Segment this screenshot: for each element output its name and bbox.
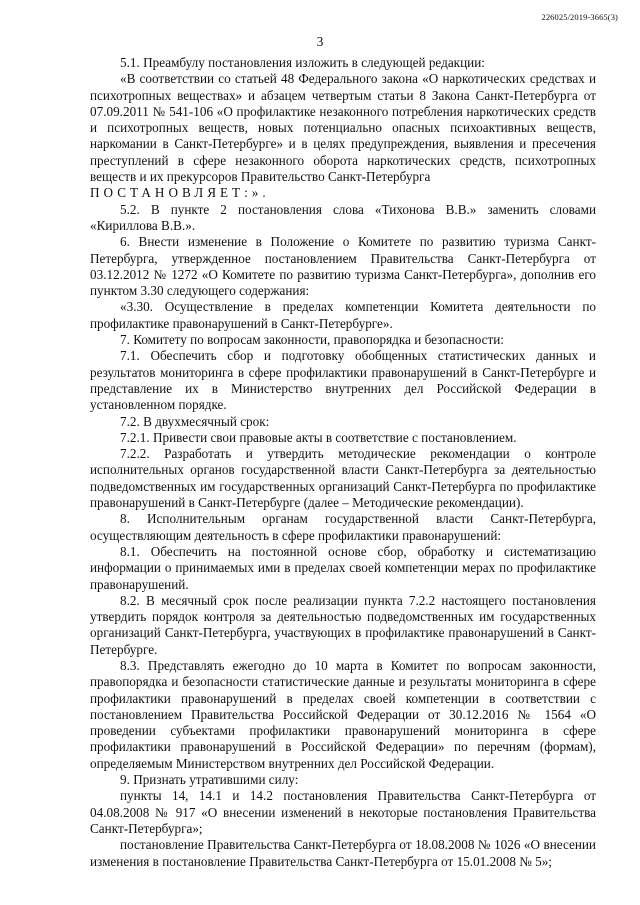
paragraph-9-item-2: постановление Правительства Санкт-Петербурга от 18.08.2008 № 1026 «О внесении изменения в постановление Правительства Санкт-Петербурга от 15.01.2008 № 5»; xyxy=(90,837,596,869)
paragraph-preamble: «В соответствии со статьей 48 Федерального закона «О наркотических средствах и психотропных веществах» и абзацем четвертым статьи 8 Закона Санкт-Петербурга от 07.09.2011 № 541-106 «О профилактике незаконного потребления наркотических средств и психотропных веществ, новых потенциально опасных психоактивных веществ, наркомании в Санкт-Петербурге» и в целях предупреждения, выявления и пресечения преступлений в сфере незаконного оборота наркотических средств, психотропных веществ и их прекурсоров Правительство Санкт-Петербурга xyxy=(90,71,596,185)
paragraph-3-30: «3.30. Осуществление в пределах компетенции Комитета деятельности по профилактике правонарушений в Санкт-Петербурге». xyxy=(90,299,596,331)
document-id: 226025/2019-3665(3) xyxy=(541,12,618,22)
paragraph-9: 9. Признать утратившими силу: xyxy=(120,772,299,788)
paragraph-8-2: 8.2. В месячный срок после реализации пункта 7.2.2 настоящего постановления утвердить порядок контроля за деятельностью подведомственных им государственных организаций Санкт-Петербурга, участвующих в профилактике правонарушений в Санкт-Петербурге. xyxy=(90,592,596,657)
paragraph-7-2-1: 7.2.1. Привести свои правовые акты в соответствие с постановлением. xyxy=(120,429,517,445)
paragraph-8: 8. Исполнительным органам государственной власти Санкт-Петербурга, осуществляющим деятельность в сфере профилактики правонарушений: xyxy=(90,511,596,543)
paragraph-8-3: 8.3. Представлять ежегодно до 10 марта в Комитет по вопросам законности, правопорядка и безопасности статистические данные и результаты мониторинга в сфере профилактики правонарушений в пределах своей компетенции в соответствии с постановлением Правительства Российской Федерации от 30.12.2016 № 1564 «О проведении субъектами профилактики правонарушений мониторинга в сфере профилактики правонарушений в Российской Федерации» по перечням (формам), определяемым Министерством внутренних дел Российской Федерации. xyxy=(90,657,596,771)
paragraph-7-2-2: 7.2.2. Разработать и утвердить методические рекомендации о контроле исполнительных органов государственной власти Санкт-Петербурга за деятельностью подведомственных им государственных организаций Санкт-Петербурга по профилактике правонарушений в Санкт-Петербурге (далее – Методические рекомендации). xyxy=(90,446,596,511)
paragraph-7-2: 7.2. В двухмесячный срок: xyxy=(120,413,270,429)
paragraph-7-1: 7.1. Обеспечить сбор и подготовку обобщенных статистических данных и результатов мониторинга в сфере профилактики правонарушений в Санкт-Петербурге и представление их в Министерство внутренних дел Российской Федерации в установленном порядке. xyxy=(90,348,596,413)
document-body xyxy=(90,55,596,870)
paragraph-5-2: 5.2. В пункте 2 постановления слова «Тихонова В.В.» заменить словами «Кириллова В.В.». xyxy=(90,201,596,233)
paragraph-7: 7. Комитету по вопросам законности, правопорядка и безопасности: xyxy=(120,332,504,348)
page-number: 3 xyxy=(316,34,324,49)
paragraph-8-1: 8.1. Обеспечить на постоянной основе сбор, обработку и систематизацию информации о принимаемых ими в пределах своей компетенции мерах по профилактике правонарушений. xyxy=(90,543,596,592)
paragraph-postanovlyaet: ПОСТАНОВЛЯЕТ:». xyxy=(90,185,270,201)
paragraph-5-1: 5.1. Преамбулу постановления изложить в следующей редакции: xyxy=(120,55,485,70)
paragraph-6: 6. Внести изменение в Положение о Комитете по развитию туризма Санкт-Петербурга, утвержденное постановлением Правительства Санкт-Петербурга от 03.12.2012 № 1272 «О Комитете по развитию туризма Санкт-Петербурга», дополнив его пунктом 3.30 следующего содержания: xyxy=(90,234,596,299)
paragraph-9-item-1: пункты 14, 14.1 и 14.2 постановления Правительства Санкт-Петербурга от 04.08.2008 № 917 «О внесении изменений в некоторые постановления Правительства Санкт-Петербурга»; xyxy=(90,788,596,836)
